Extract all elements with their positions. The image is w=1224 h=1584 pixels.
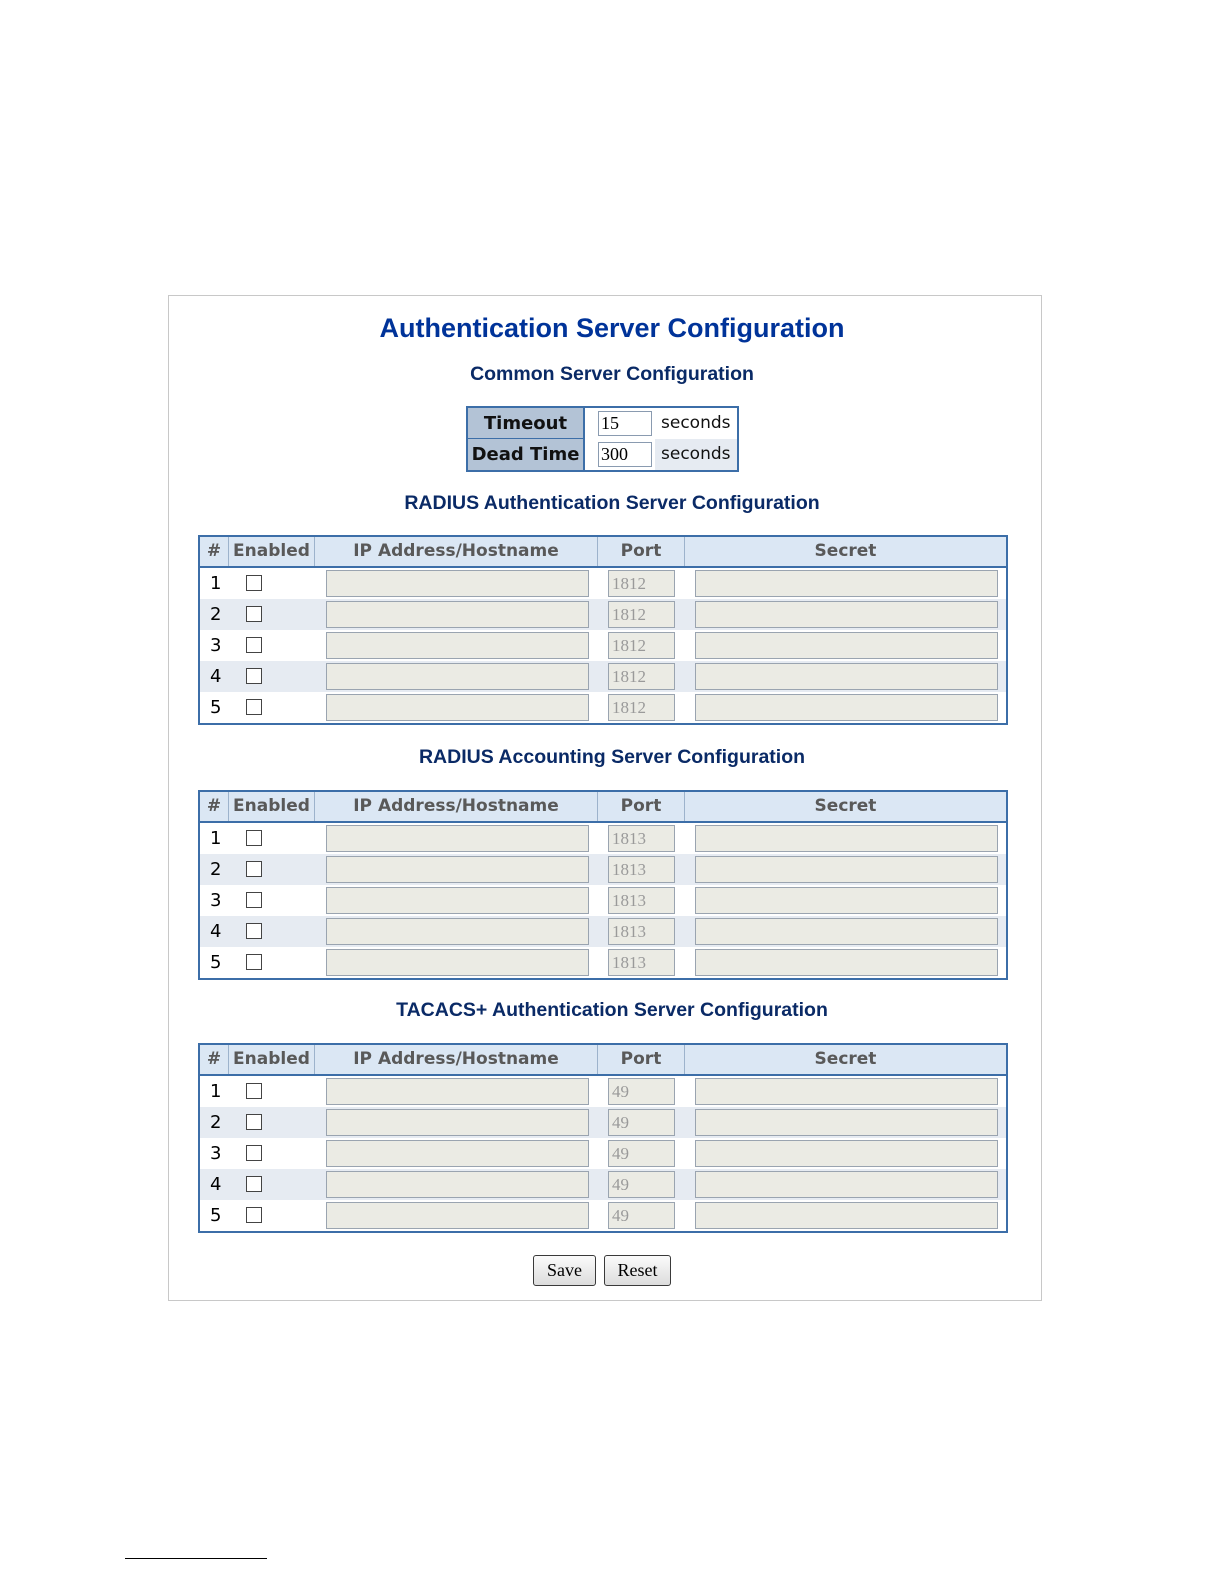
ip-hostname-input[interactable] [326, 918, 589, 945]
col-header-port: Port [598, 1045, 685, 1074]
col-header-enabled: Enabled [229, 537, 315, 566]
tacacs-auth-section-title: TACACS+ Authentication Server Configuration [396, 999, 828, 1021]
secret-input[interactable] [695, 1171, 998, 1198]
enabled-checkbox[interactable] [246, 892, 262, 908]
port-input[interactable]: 1813 [608, 825, 675, 852]
secret-input[interactable] [695, 663, 998, 690]
enabled-checkbox[interactable] [246, 668, 262, 684]
port-input[interactable]: 49 [608, 1109, 675, 1136]
radius-auth-table [198, 535, 1008, 725]
row-number: 4 [210, 666, 222, 687]
row-number: 5 [210, 1205, 222, 1226]
row-number: 5 [210, 697, 222, 718]
secret-input[interactable] [695, 601, 998, 628]
timeout-unit: seconds [661, 413, 731, 433]
ip-hostname-input[interactable] [326, 570, 589, 597]
port-input[interactable]: 1813 [608, 856, 675, 883]
save-button[interactable]: Save [533, 1255, 596, 1286]
enabled-checkbox[interactable] [246, 637, 262, 653]
col-header-port: Port [598, 792, 685, 821]
enabled-checkbox[interactable] [246, 1207, 262, 1223]
table-row [200, 823, 1006, 854]
enabled-checkbox[interactable] [246, 923, 262, 939]
ip-hostname-input[interactable] [326, 1109, 589, 1136]
port-input[interactable]: 49 [608, 1171, 675, 1198]
table-row [200, 599, 1006, 630]
ip-hostname-input[interactable] [326, 825, 589, 852]
page-title: Authentication Server Configuration [379, 313, 845, 343]
table-row [200, 854, 1006, 885]
row-number: 4 [210, 921, 222, 942]
secret-input[interactable] [695, 632, 998, 659]
port-input[interactable]: 1813 [608, 887, 675, 914]
reset-button[interactable]: Reset [604, 1255, 671, 1286]
port-input[interactable]: 1812 [608, 632, 675, 659]
common-config-table [466, 406, 739, 472]
common-section-title: Common Server Configuration [470, 363, 754, 385]
col-header-enabled: Enabled [229, 792, 315, 821]
col-header-ip: IP Address/Hostname [315, 1045, 598, 1074]
row-number: 3 [210, 635, 222, 656]
table-row [200, 1107, 1006, 1138]
enabled-checkbox[interactable] [246, 606, 262, 622]
enabled-checkbox[interactable] [246, 1145, 262, 1161]
table-row [200, 1169, 1006, 1200]
table-header [200, 1045, 1006, 1076]
secret-input[interactable] [695, 570, 998, 597]
row-number: 2 [210, 1112, 222, 1133]
table-row [200, 692, 1006, 723]
port-input[interactable]: 1812 [608, 601, 675, 628]
secret-input[interactable] [695, 949, 998, 976]
table-row [200, 630, 1006, 661]
enabled-checkbox[interactable] [246, 575, 262, 591]
port-input[interactable]: 1812 [608, 570, 675, 597]
deadtime-label: Dead Time [468, 439, 585, 470]
col-header-secret: Secret [814, 1049, 877, 1069]
row-number: 2 [210, 859, 222, 880]
ip-hostname-input[interactable] [326, 663, 589, 690]
col-header-ip: IP Address/Hostname [315, 792, 598, 821]
enabled-checkbox[interactable] [246, 861, 262, 877]
col-header-secret: Secret [814, 796, 877, 816]
table-header [200, 537, 1006, 568]
secret-input[interactable] [695, 1109, 998, 1136]
radius-acct-section-title: RADIUS Accounting Server Configuration [418, 746, 806, 768]
ip-hostname-input[interactable] [326, 856, 589, 883]
ip-hostname-input[interactable] [326, 1171, 589, 1198]
secret-input[interactable] [695, 918, 998, 945]
col-header-ip: IP Address/Hostname [315, 537, 598, 566]
ip-hostname-input[interactable] [326, 1140, 589, 1167]
ip-hostname-input[interactable] [326, 1202, 589, 1229]
enabled-checkbox[interactable] [246, 1176, 262, 1192]
port-input[interactable]: 1812 [608, 663, 675, 690]
row-number: 2 [210, 604, 222, 625]
deadtime-unit: seconds [655, 439, 737, 470]
footnote-separator [125, 1558, 267, 1559]
deadtime-row [468, 439, 737, 470]
radius-acct-table [198, 790, 1008, 980]
col-header-enabled: Enabled [229, 1045, 315, 1074]
enabled-checkbox[interactable] [246, 1114, 262, 1130]
secret-input[interactable] [695, 694, 998, 721]
secret-input[interactable] [695, 856, 998, 883]
ip-hostname-input[interactable] [326, 694, 589, 721]
tacacs-auth-table [198, 1043, 1008, 1233]
table-header [200, 792, 1006, 823]
deadtime-input[interactable]: 300 [598, 442, 652, 467]
enabled-checkbox[interactable] [246, 699, 262, 715]
secret-input[interactable] [695, 887, 998, 914]
row-number: 1 [210, 828, 222, 849]
row-number: 3 [210, 1143, 222, 1164]
ip-hostname-input[interactable] [326, 601, 589, 628]
table-row [200, 1138, 1006, 1169]
port-input[interactable]: 49 [608, 1078, 675, 1105]
port-input[interactable]: 1812 [608, 694, 675, 721]
table-row [200, 661, 1006, 692]
timeout-row [468, 408, 737, 439]
port-input[interactable]: 49 [608, 1202, 675, 1229]
table-row [200, 885, 1006, 916]
enabled-checkbox[interactable] [246, 954, 262, 970]
table-row [200, 1200, 1006, 1231]
secret-input[interactable] [695, 1078, 998, 1105]
row-number: 1 [210, 1081, 222, 1102]
port-input[interactable]: 49 [608, 1140, 675, 1167]
col-header-secret: Secret [814, 541, 877, 561]
port-input[interactable]: 1813 [608, 918, 675, 945]
secret-input[interactable] [695, 1140, 998, 1167]
enabled-checkbox[interactable] [246, 830, 262, 846]
ip-hostname-input[interactable] [326, 887, 589, 914]
col-header-number: # [200, 1045, 229, 1074]
ip-hostname-input[interactable] [326, 632, 589, 659]
row-number: 3 [210, 890, 222, 911]
secret-input[interactable] [695, 1202, 998, 1229]
row-number: 5 [210, 952, 222, 973]
secret-input[interactable] [695, 825, 998, 852]
radius-auth-section-title: RADIUS Authentication Server Configuration [404, 492, 820, 514]
enabled-checkbox[interactable] [246, 1083, 262, 1099]
timeout-input[interactable]: 15 [598, 411, 652, 436]
ip-hostname-input[interactable] [326, 949, 589, 976]
row-number: 4 [210, 1174, 222, 1195]
row-number: 1 [210, 573, 222, 594]
table-row [200, 947, 1006, 978]
timeout-label: Timeout [468, 408, 585, 439]
table-row [200, 568, 1006, 599]
port-input[interactable]: 1813 [608, 949, 675, 976]
table-row [200, 1076, 1006, 1107]
table-row [200, 916, 1006, 947]
col-header-port: Port [598, 537, 685, 566]
col-header-number: # [200, 792, 229, 821]
ip-hostname-input[interactable] [326, 1078, 589, 1105]
col-header-number: # [200, 537, 229, 566]
